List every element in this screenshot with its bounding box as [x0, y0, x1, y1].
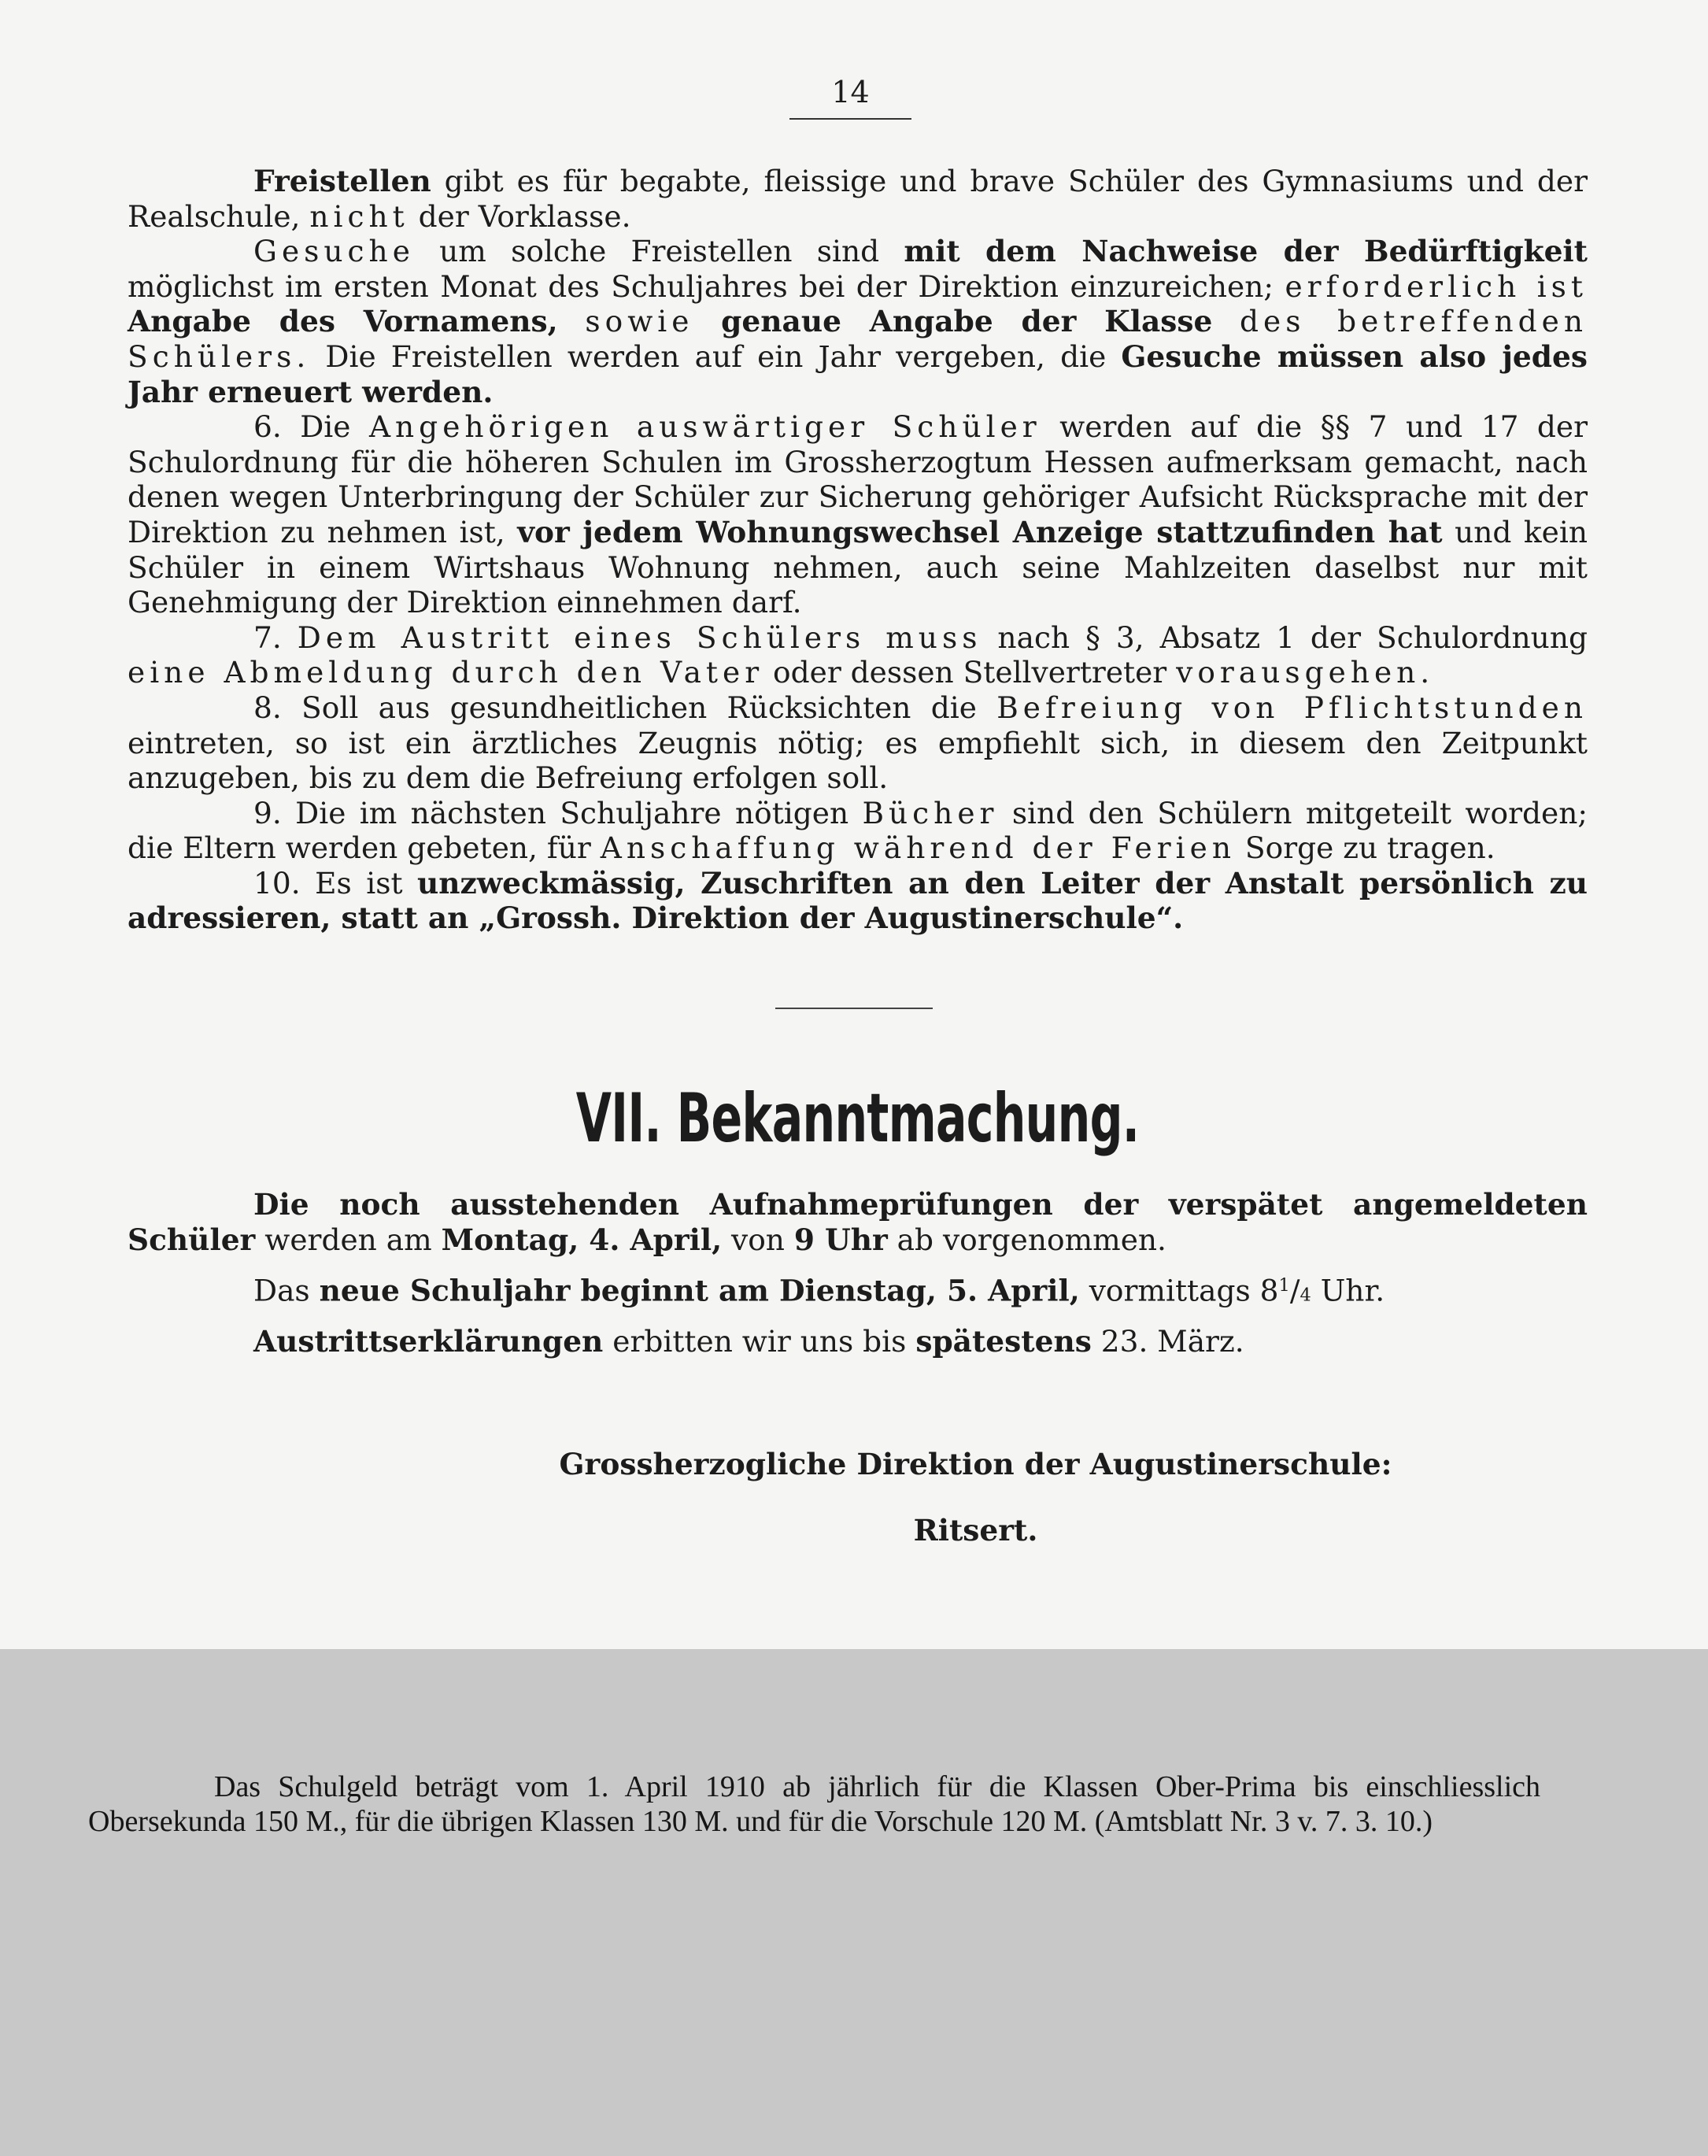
- paragraph-9: [128, 796, 1588, 866]
- fraction-numerator: 1: [1278, 1275, 1290, 1296]
- page-number: 14: [789, 77, 911, 120]
- text-run: ab vorgenommen.: [887, 1222, 1166, 1257]
- text-run: [558, 304, 586, 338]
- text-run: [1212, 304, 1240, 338]
- bold-term: vor jedem Wohnungswechsel Anzeige stattzufinden hat: [517, 514, 1443, 549]
- text-run: werden auf die §§ 7 und 17 der Schulordnung für die höheren Schulen im Grossherzogtum Hessen aufmerksam gemacht, nach denen wegen Unterbringung der Schüler zur Sicherung gehöriger Aufsicht Rücksprache mit der Direktion zu nehmen ist,: [128, 409, 1588, 549]
- text-run: werden am: [255, 1222, 442, 1257]
- bold-term: Montag, 4. April,: [441, 1222, 723, 1257]
- bold-term: Die noch ausstehenden Aufnahmeprüfungen der verspätet angemeldeten Schüler: [128, 1187, 1588, 1257]
- section-heading: VII. Bekanntmachung.: [575, 1079, 1140, 1158]
- spaced-term: eine Abmeldung durch den Vater: [128, 655, 764, 690]
- pasted-slip: [0, 1649, 1708, 2156]
- text-run: 23. März.: [1091, 1324, 1244, 1359]
- text-run: [694, 304, 722, 338]
- spaced-term: erforderlich ist: [1285, 268, 1588, 304]
- fraction-denominator: 4: [1299, 1285, 1311, 1306]
- fraction-slash: /: [1289, 1273, 1300, 1308]
- text-run: 8. Soll aus gesundheitlichen Rücksichten die: [253, 690, 997, 725]
- text-run: erbitten wir uns bis: [603, 1324, 916, 1359]
- text-run: vormittags 8: [1079, 1273, 1279, 1308]
- text-run: 9. Die im nächsten Schuljahre nötigen: [253, 795, 863, 830]
- text-run: 6. Die: [253, 409, 369, 445]
- text-run: und kein Schüler in einem Wirtshaus Wohnung nehmen, auch seine Mahlzeiten daselbst nur mit Genehmigung der Direktion einnehmen darf.: [128, 514, 1588, 620]
- bold-term: Gesuche müssen also jedes Jahr erneuert werden.: [128, 338, 1588, 409]
- text-run: Uhr.: [1311, 1273, 1385, 1308]
- bold-term: genaue Angabe der Klasse: [721, 304, 1213, 339]
- text-run: möglichst im ersten Monat des Schuljahres bei der Direktion einzureichen;: [128, 268, 1285, 304]
- bold-term: Angabe des Vornamens,: [128, 304, 558, 339]
- text-run: Sorge zu tragen.: [1236, 830, 1495, 866]
- spaced-term: des betreffenden Schülers.: [128, 304, 1588, 374]
- notice-paragraph-school-year: [128, 1268, 1588, 1313]
- body-text: [128, 164, 1588, 936]
- text-run: 7.: [253, 619, 298, 655]
- spaced-term: Angehörigen auswärtiger Schüler: [368, 409, 1041, 445]
- paragraph-freistellen: [128, 164, 1588, 234]
- text-run: nach § 3, Absatz 1 der Schulordnung: [982, 619, 1588, 655]
- bold-term: mit dem Nachweise der Bedürftigkeit: [904, 234, 1588, 269]
- notice-paragraph-exams: [128, 1187, 1588, 1257]
- bold-term: unzweckmässig, Zuschriften an den Leiter der Anstalt persönlich zu adressieren, statt an „Grossh. Direktion der Augustinerschule“.: [128, 865, 1588, 936]
- spaced-term: Bücher: [862, 795, 999, 830]
- slip-text: [88, 1770, 1540, 1839]
- section-divider: [775, 1008, 933, 1009]
- bold-term: neue Schuljahr beginnt am Dienstag, 5. April,: [319, 1273, 1080, 1308]
- slip-paragraph: Das Schulgeld beträgt vom 1. April 1910 ab jährlich für die Klassen Ober-Prima bis einschliesslich Obersekunda 150 M., für die übrigen Klassen 130 M. und für die Vorschule 120 M. (Amtsblatt Nr. 3 v. 7. 3. 10.): [88, 1770, 1540, 1838]
- spaced-term: vorausgehen.: [1176, 655, 1435, 690]
- bold-term: spätestens: [915, 1324, 1092, 1359]
- spaced-term: Befreiung von Pflichtstunden: [996, 690, 1588, 725]
- bold-term: Austrittserklärungen: [253, 1324, 604, 1359]
- paragraph-8: [128, 690, 1588, 796]
- text-run: Die Freistellen werden auf ein Jahr vergeben, die: [310, 338, 1122, 374]
- paragraph-6: [128, 409, 1588, 620]
- spaced-term: sowie: [585, 304, 694, 339]
- spaced-term: nicht: [309, 198, 409, 234]
- spaced-term: Dem Austritt eines Schülers muss: [297, 619, 982, 655]
- bold-term: Freistellen: [253, 164, 431, 198]
- signature-name: Ritsert.: [913, 1513, 1038, 1548]
- text-run: 10. Es ist: [253, 865, 417, 900]
- text-run: sind den Schülern mitgeteilt worden; die Eltern werden gebeten, für: [128, 795, 1588, 866]
- spaced-term: Gesuche: [253, 234, 415, 269]
- text-run: von: [722, 1222, 794, 1257]
- text-run: oder dessen Stellvertreter: [763, 655, 1177, 690]
- paragraph-gesuche: [128, 234, 1588, 409]
- paragraph-10: [128, 866, 1588, 936]
- text-run: um solche Freistellen sind: [414, 234, 904, 269]
- text-run: Das: [253, 1273, 320, 1308]
- notice-paragraph-withdrawal: [128, 1324, 1588, 1359]
- text-run: eintreten, so ist ein ärztliches Zeugnis nötig; es empfiehlt sich, in diesem den Zeitpunkt anzugeben, bis zu dem die Befreiung erfolgen soll.: [128, 725, 1588, 796]
- text-run: gibt es für begabte, fleissige und brave Schüler des Gymnasiums und der Realschule,: [128, 164, 1588, 234]
- text-run: der Vorklasse.: [409, 198, 631, 234]
- notice-text: [128, 1187, 1588, 1370]
- bold-term: 9 Uhr: [793, 1222, 888, 1257]
- paragraph-7: [128, 620, 1588, 690]
- signature-authority: Grossherzogliche Direktion der Augustinerschule:: [559, 1447, 1392, 1481]
- spaced-term: Anschaffung während der Ferien: [600, 830, 1237, 866]
